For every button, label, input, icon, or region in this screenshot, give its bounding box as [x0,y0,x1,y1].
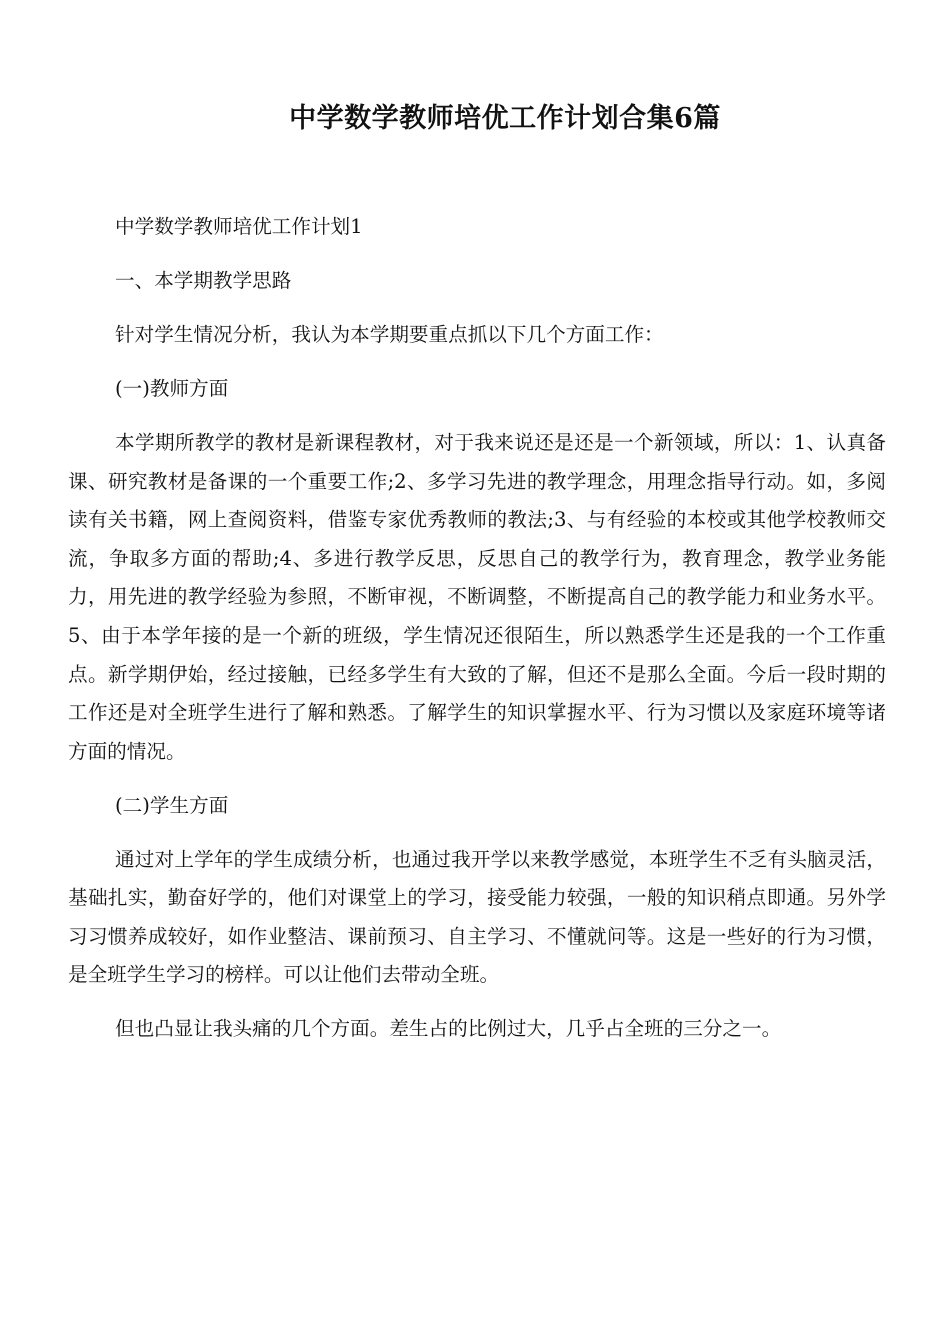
body-paragraph: 通过对上学年的学生成绩分析，也通过我开学以来教学感觉，本班学生不乏有头脑灵活，基础扎实，勤奋好学的，他们对课堂上的学习，接受能力较强，一般的知识稍点即通。另外学习习惯养成较好，如作业整洁、课前预习、自主学习、不懂就问等。这是一些好的行为习惯，是全班学生学习的榜样。可以让他们去带动全班。 [68,847,886,987]
subsection-heading: (一)教师方面 [115,376,229,400]
subsection-heading: (二)学生方面 [115,793,229,817]
body-paragraph: 但也凸显让我头痛的几个方面。差生占的比例过大，几乎占全班的三分之一。 [115,1017,782,1041]
body-paragraph: 针对学生情况分析，我认为本学期要重点抓以下几个方面工作： [115,322,664,346]
document-body [68,208,886,1064]
body-paragraph: 本学期所教学的教材是新课程教材，对于我来说还是还是一个新领域，所以：1、认真备课、研究教材是备课的一个重要工作;2、多学习先进的教学理念，用理念指导行动。如，多阅读有关书籍，网上查阅资料，借鉴专家优秀教师的教法;3、与有经验的本校或其他学校教师交流，争取多方面的帮助;4、多进行教学反思，反思自己的教学行为，教育理念，教学业务能力，用先进的教学经验为参照，不断审视，不断调整，不断提高自己的教学能力和业务水平。5、由于本学年接的是一个新的班级，学生情况还很陌生，所以熟悉学生还是我的一个工作重点。新学期伊始，经过接触，已经多学生有大致的了解，但还不是那么全面。今后一段时期的工作还是对全班学生进行了解和熟悉。了解学生的知识掌握水平、行为习惯以及家庭环境等诸方面的情况。 [68,430,886,763]
section-heading: 中学数学教师培优工作计划1 [115,215,363,238]
subsection-heading: 一、本学期教学思路 [115,268,292,292]
document-title: 中学数学教师培优工作计划合集6篇 [289,103,721,134]
